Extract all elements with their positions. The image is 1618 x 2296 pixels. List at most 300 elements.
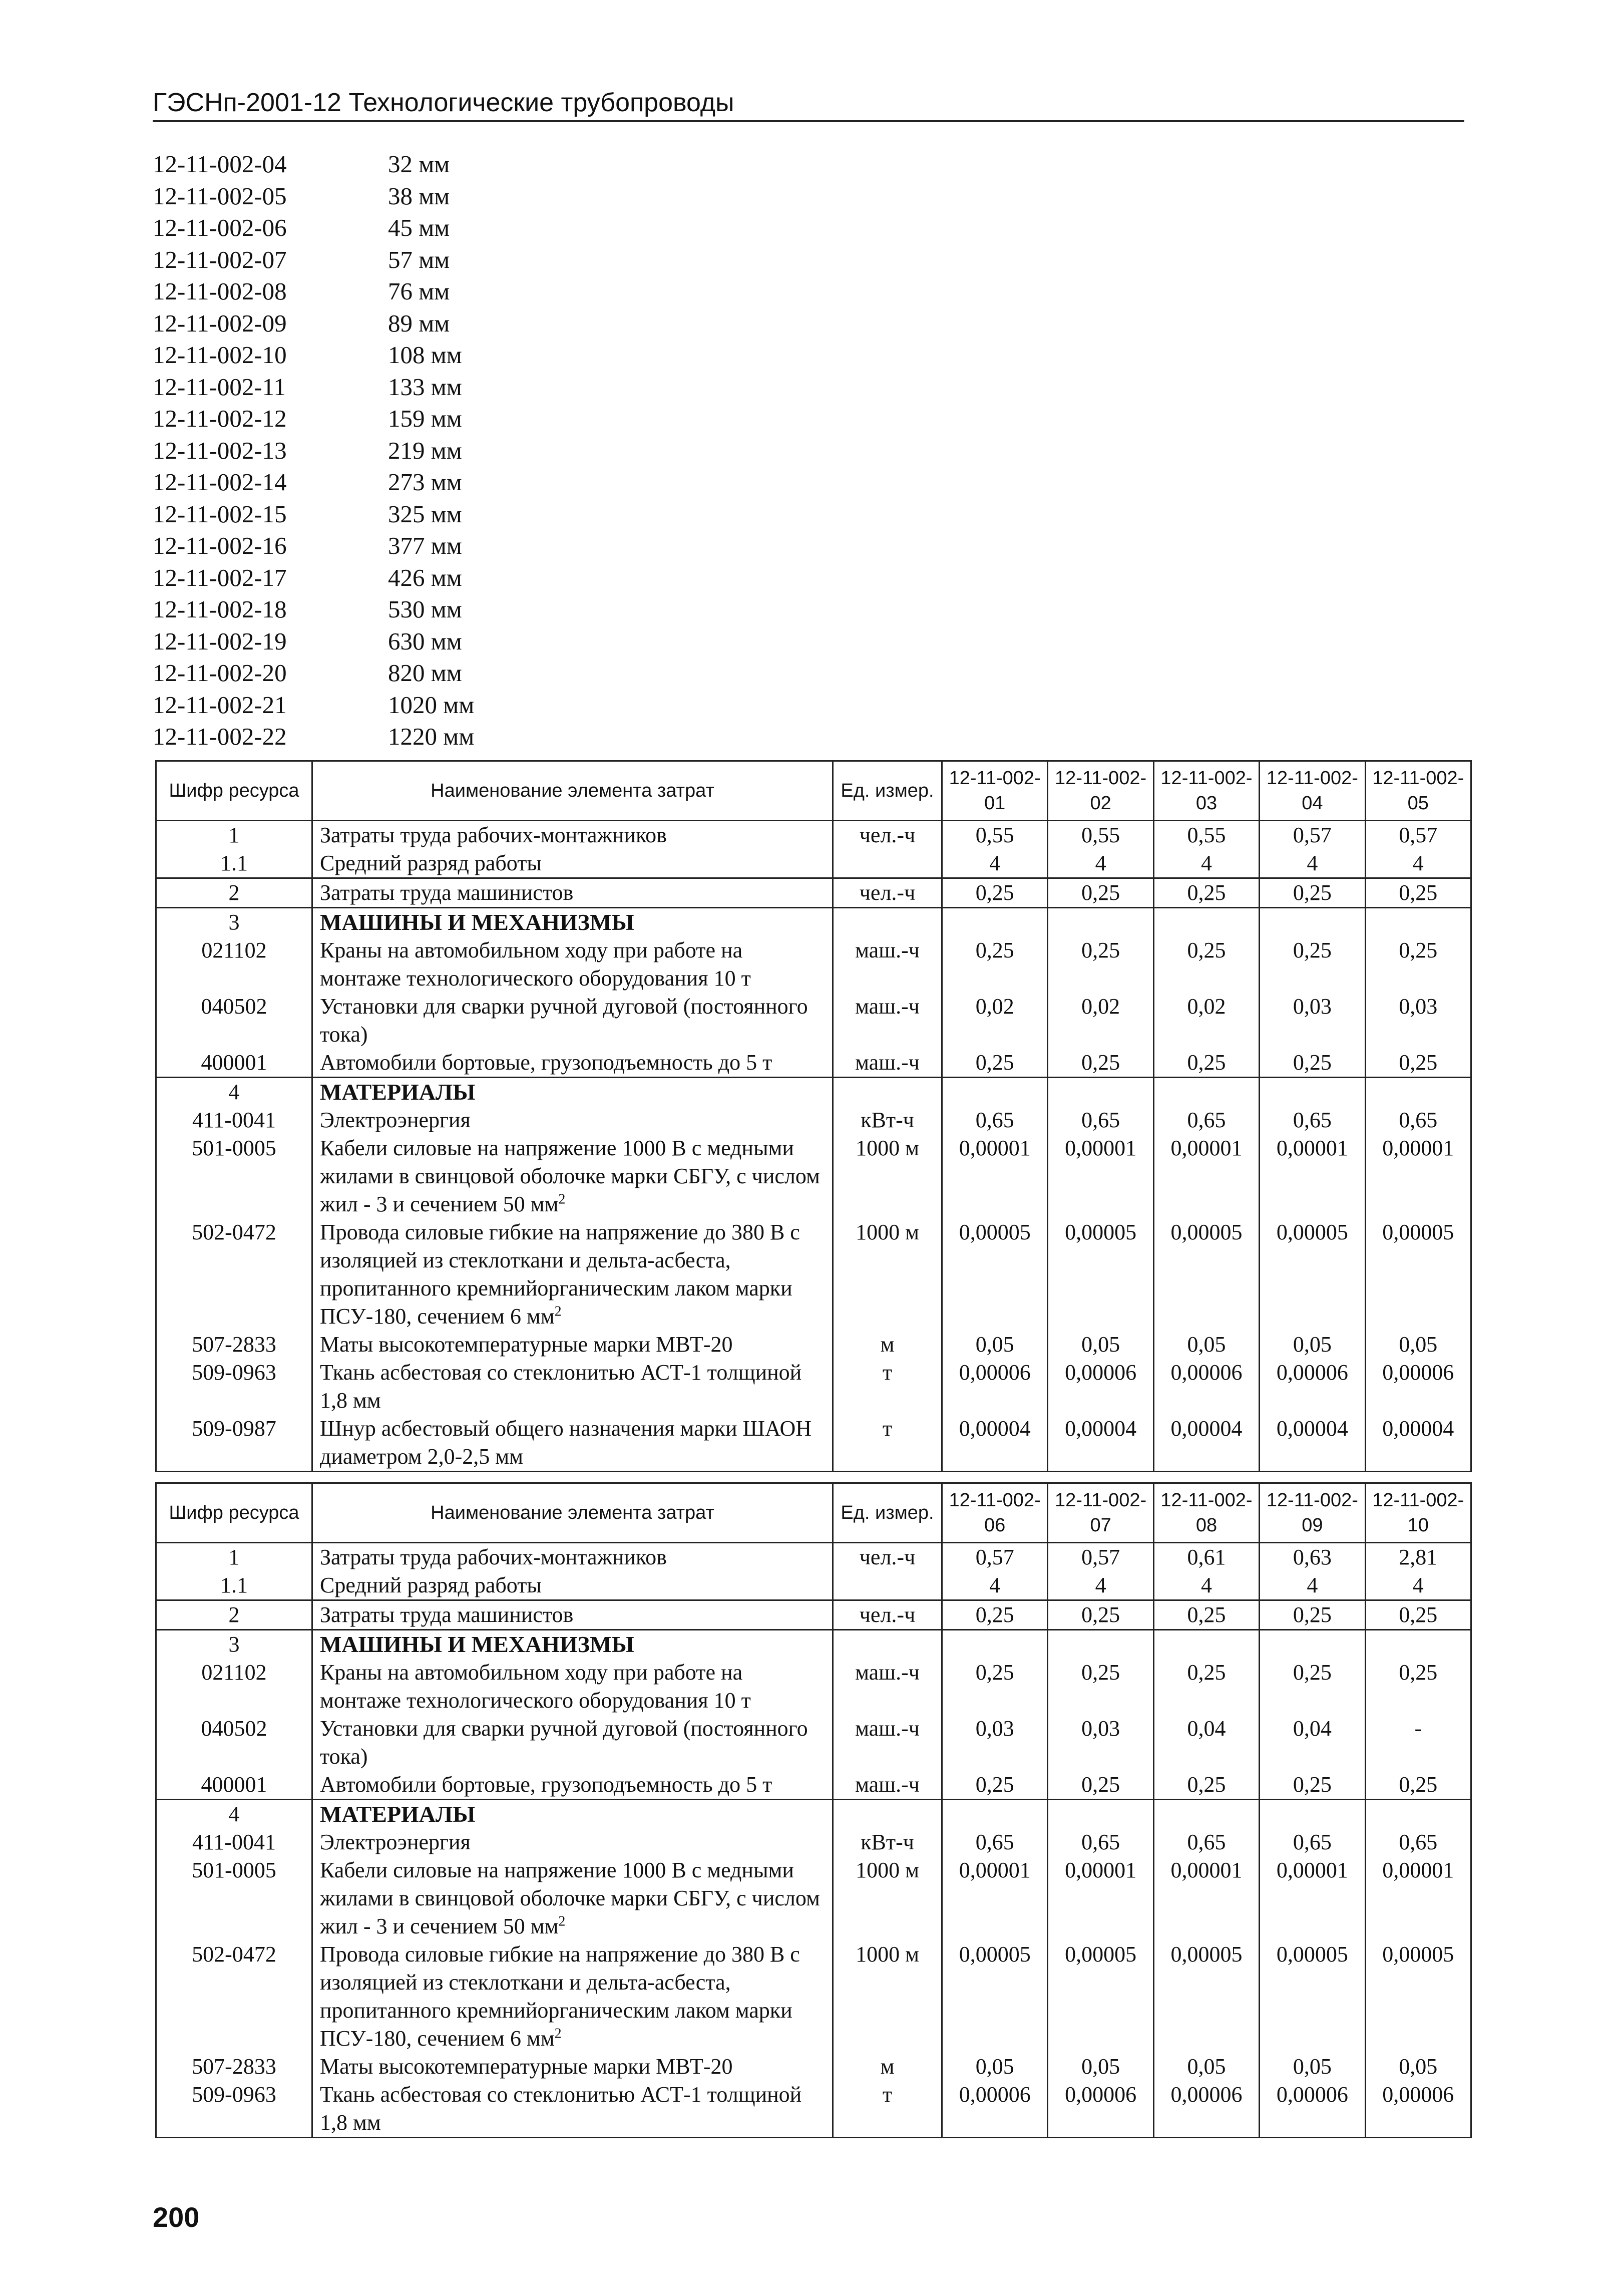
row-value: 0,03 <box>942 1715 1048 1771</box>
code-list-code: 12-11-002-06 <box>153 214 287 241</box>
table-row <box>156 878 1471 908</box>
code-list-code: 12-11-002-05 <box>153 182 287 210</box>
row-code: 509-0963 <box>156 2081 312 2138</box>
row-value: 0,25 <box>1153 1659 1259 1715</box>
row-value: 0,00006 <box>1365 1359 1471 1415</box>
row-value <box>1365 1630 1471 1659</box>
row-value: 0,25 <box>1365 1659 1471 1715</box>
row-name-text: Средний разряд работы <box>320 1573 542 1597</box>
row-unit <box>833 849 942 878</box>
row-name-text: Маты высокотемпературные марки МВТ-20 <box>320 1332 733 1357</box>
code-list-item <box>153 339 474 371</box>
table-row <box>156 1134 1471 1218</box>
row-name <box>312 821 833 850</box>
row-code: 2 <box>156 878 312 908</box>
row-value: 0,00005 <box>1153 1218 1259 1331</box>
row-value: 0,25 <box>1048 1659 1153 1715</box>
row-value: 0,25 <box>1260 1049 1365 1078</box>
row-value: 4 <box>1153 849 1259 878</box>
row-name <box>312 1571 833 1600</box>
row-value: 0,00001 <box>1048 1134 1153 1218</box>
row-value: 0,25 <box>942 936 1048 993</box>
code-list-code: 12-11-002-04 <box>153 150 287 178</box>
row-value: 0,00001 <box>1365 1856 1471 1940</box>
row-unit <box>833 1078 942 1107</box>
row-unit: маш.-ч <box>833 993 942 1049</box>
table-row <box>156 1630 1471 1659</box>
row-value: 0,65 <box>1048 1828 1153 1856</box>
code-list-size: 530 мм <box>388 595 462 623</box>
page-number: 200 <box>153 2201 200 2233</box>
code-list-item <box>153 562 474 594</box>
table-row <box>156 2053 1471 2081</box>
header-column-code: 12-11-002-10 <box>1365 1483 1471 1543</box>
row-value: 0,65 <box>1260 1106 1365 1134</box>
code-list-item <box>153 657 474 689</box>
row-value: 0,00001 <box>1153 1134 1259 1218</box>
header-column-code: 12-11-002-03 <box>1153 761 1259 821</box>
code-list-item <box>153 307 474 340</box>
row-value: 0,25 <box>942 1771 1048 1800</box>
row-value: 0,04 <box>1260 1715 1365 1771</box>
row-code: 1.1 <box>156 1571 312 1600</box>
row-name-text: Провода силовые гибкие на напряжение до 380 В с изоляцией из стеклоткани и дельта-асбеста, пропитанного кремнийорганическим лаком марки ПСУ-180, сечением 6 мм <box>320 1220 800 1329</box>
row-name-text: Краны на автомобильном ходу при работе на монтаже технологического оборудования 10 т <box>320 938 751 991</box>
row-value: 0,00006 <box>1153 1359 1259 1415</box>
code-list-item <box>153 593 474 625</box>
row-value: 0,25 <box>1365 878 1471 908</box>
header-column-code: 12-11-002-02 <box>1048 761 1153 821</box>
code-list-item <box>153 180 474 212</box>
row-value <box>1048 1078 1153 1107</box>
row-unit: кВт-ч <box>833 1106 942 1134</box>
code-list-code: 12-11-002-19 <box>153 627 287 655</box>
row-code: 4 <box>156 1078 312 1107</box>
row-value: - <box>1365 1715 1471 1771</box>
code-list-size: 32 мм <box>388 150 450 178</box>
row-value: 0,04 <box>1153 1715 1259 1771</box>
table-row <box>156 1543 1471 1572</box>
row-value <box>1260 908 1365 937</box>
row-value: 0,00001 <box>1260 1134 1365 1218</box>
row-value: 0,57 <box>942 1543 1048 1572</box>
row-unit: т <box>833 1359 942 1415</box>
row-value: 0,00005 <box>1048 1218 1153 1331</box>
row-value <box>1048 908 1153 937</box>
header-column-code: 12-11-002-05 <box>1365 761 1471 821</box>
code-list-size: 108 мм <box>388 341 462 369</box>
row-value <box>1260 1800 1365 1829</box>
row-code: 507-2833 <box>156 2053 312 2081</box>
table-header-row <box>156 761 1471 821</box>
row-code: 2 <box>156 1600 312 1630</box>
row-value: 0,25 <box>1365 1600 1471 1630</box>
row-value: 0,25 <box>1153 936 1259 993</box>
row-name <box>312 1659 833 1715</box>
row-value: 4 <box>1153 1571 1259 1600</box>
row-name-text: Автомобили бортовые, грузоподъемность до 5 т <box>320 1772 772 1797</box>
row-name <box>312 1359 833 1415</box>
row-value: 0,00005 <box>1365 1218 1471 1331</box>
row-value: 0,55 <box>942 821 1048 850</box>
row-value <box>1153 1630 1259 1659</box>
code-list-item <box>153 435 474 467</box>
row-value: 0,55 <box>1153 821 1259 850</box>
row-value: 0,00006 <box>1260 2081 1365 2138</box>
row-value <box>942 908 1048 937</box>
row-value: 0,00005 <box>942 1218 1048 1331</box>
row-name-text: Средний разряд работы <box>320 851 542 875</box>
code-list-item <box>153 148 474 180</box>
row-value: 0,00001 <box>1260 1856 1365 1940</box>
row-name-text: Электроэнергия <box>320 1108 471 1132</box>
row-name-text: Установки для сварки ручной дуговой (постоянного тока) <box>320 1716 808 1769</box>
row-value: 4 <box>1260 849 1365 878</box>
code-list-size: 159 мм <box>388 405 462 432</box>
code-list-item <box>153 498 474 530</box>
table-row <box>156 1049 1471 1078</box>
row-value: 0,03 <box>1048 1715 1153 1771</box>
table-header-row <box>156 1483 1471 1543</box>
row-value <box>942 1078 1048 1107</box>
row-value: 0,65 <box>1365 1106 1471 1134</box>
row-value: 0,25 <box>1260 1771 1365 1800</box>
row-name <box>312 1600 833 1630</box>
table-row <box>156 993 1471 1049</box>
row-value: 0,00006 <box>942 2081 1048 2138</box>
header-name: Наименование элемента затрат <box>312 1483 833 1543</box>
row-value: 0,02 <box>1048 993 1153 1049</box>
row-code: 1.1 <box>156 849 312 878</box>
code-list-item <box>153 466 474 498</box>
row-value: 0,63 <box>1260 1543 1365 1572</box>
row-code: 411-0041 <box>156 1828 312 1856</box>
row-name <box>312 936 833 993</box>
table-row <box>156 1659 1471 1715</box>
table-row <box>156 1359 1471 1415</box>
row-value: 0,00005 <box>1260 1940 1365 2053</box>
section-title <box>312 1800 833 1829</box>
row-value: 0,05 <box>1365 1331 1471 1359</box>
row-value: 0,65 <box>1153 1828 1259 1856</box>
row-name <box>312 1049 833 1078</box>
row-unit <box>833 1571 942 1600</box>
resource-table-1 <box>155 760 1472 1472</box>
code-list-code: 12-11-002-08 <box>153 277 287 305</box>
row-value: 0,25 <box>1365 936 1471 993</box>
row-value: 0,65 <box>942 1106 1048 1134</box>
row-value: 0,05 <box>1048 2053 1153 2081</box>
row-value: 0,25 <box>1048 936 1153 993</box>
row-code: 021102 <box>156 936 312 993</box>
row-value: 0,65 <box>1153 1106 1259 1134</box>
code-list-item <box>153 689 474 721</box>
row-value: 4 <box>942 849 1048 878</box>
row-value <box>942 1630 1048 1659</box>
row-value <box>1153 1078 1259 1107</box>
header-unit: Ед. измер. <box>833 761 942 821</box>
code-list-size: 57 мм <box>388 245 450 273</box>
row-value: 4 <box>942 1571 1048 1600</box>
code-list-code: 12-11-002-21 <box>153 691 287 719</box>
row-unit: чел.-ч <box>833 821 942 850</box>
row-name-text: МАТЕРИАЛЫ <box>320 1801 476 1827</box>
row-value <box>942 1800 1048 1829</box>
row-name <box>312 2081 833 2138</box>
row-value: 0,57 <box>1048 1543 1153 1572</box>
row-unit: чел.-ч <box>833 1543 942 1572</box>
code-list-code: 12-11-002-15 <box>153 500 287 528</box>
row-value: 0,02 <box>1153 993 1259 1049</box>
code-list-code: 12-11-002-12 <box>153 405 287 432</box>
row-code: 502-0472 <box>156 1940 312 2053</box>
table-row <box>156 1571 1471 1600</box>
code-list-size: 38 мм <box>388 182 450 210</box>
row-value: 0,05 <box>942 1331 1048 1359</box>
row-value: 0,25 <box>1048 1600 1153 1630</box>
row-unit: 1000 м <box>833 1134 942 1218</box>
row-code: 509-0987 <box>156 1415 312 1472</box>
code-list-item <box>153 212 474 244</box>
row-name-text: Кабели силовые на напряжение 1000 В с медными жилами в свинцовой оболочке марки СБГУ, с числом жил - 3 и сечением 50 мм <box>320 1136 820 1216</box>
table-row <box>156 1331 1471 1359</box>
row-value <box>1365 1078 1471 1107</box>
row-value: 4 <box>1260 1571 1365 1600</box>
row-name <box>312 1106 833 1134</box>
code-list-code: 12-11-002-18 <box>153 595 287 623</box>
row-code: 021102 <box>156 1659 312 1715</box>
row-value <box>1260 1078 1365 1107</box>
header-column-code: 12-11-002-01 <box>942 761 1048 821</box>
code-list-code: 12-11-002-11 <box>153 373 286 401</box>
row-name-superscript: 2 <box>554 1303 562 1320</box>
row-name <box>312 878 833 908</box>
row-value: 0,00006 <box>1048 2081 1153 2138</box>
page-header-title: ГЭСНп-2001-12 Технологические трубопроводы <box>153 88 734 117</box>
code-list-item <box>153 721 474 753</box>
code-list-size: 325 мм <box>388 500 462 528</box>
row-unit: т <box>833 1415 942 1472</box>
row-name-text: МАТЕРИАЛЫ <box>320 1079 476 1105</box>
row-value: 0,00006 <box>1048 1359 1153 1415</box>
code-list-item <box>153 244 474 276</box>
row-value: 0,25 <box>1260 1659 1365 1715</box>
header-column-code: 12-11-002-09 <box>1260 1483 1365 1543</box>
row-name <box>312 1415 833 1472</box>
row-value: 0,00005 <box>1153 1940 1259 2053</box>
row-name <box>312 1715 833 1771</box>
table-row <box>156 1106 1471 1134</box>
table-row <box>156 849 1471 878</box>
table-row <box>156 1078 1471 1107</box>
row-value <box>1048 1800 1153 1829</box>
row-value: 0,57 <box>1260 821 1365 850</box>
row-value: 0,00004 <box>1260 1415 1365 1472</box>
page-header <box>153 85 1464 122</box>
row-value: 0,25 <box>1153 1600 1259 1630</box>
header-column-code: 12-11-002-06 <box>942 1483 1048 1543</box>
row-value: 0,25 <box>1048 878 1153 908</box>
row-value: 0,25 <box>1365 1771 1471 1800</box>
header-code: Шифр ресурса <box>156 1483 312 1543</box>
row-unit: маш.-ч <box>833 1049 942 1078</box>
row-value: 0,00004 <box>942 1415 1048 1472</box>
row-name-text: Ткань асбестовая со стеклонитью АСТ-1 толщиной 1,8 мм <box>320 1360 802 1413</box>
row-value: 0,00006 <box>1365 2081 1471 2138</box>
header-column-code: 12-11-002-04 <box>1260 761 1365 821</box>
table-row <box>156 908 1471 937</box>
row-name-superscript: 2 <box>558 1191 566 1207</box>
code-list-item <box>153 625 474 658</box>
row-code: 502-0472 <box>156 1218 312 1331</box>
row-name <box>312 1940 833 2053</box>
code-list-size: 820 мм <box>388 659 462 687</box>
row-value: 0,05 <box>942 2053 1048 2081</box>
table-row <box>156 1940 1471 2053</box>
row-code: 509-0963 <box>156 1359 312 1415</box>
row-value: 0,25 <box>1153 878 1259 908</box>
row-value: 4 <box>1048 849 1153 878</box>
row-value <box>1365 908 1471 937</box>
code-list-code: 12-11-002-09 <box>153 309 287 337</box>
table-row <box>156 1856 1471 1940</box>
row-value: 0,25 <box>942 1600 1048 1630</box>
table-row <box>156 2081 1471 2138</box>
row-unit <box>833 908 942 937</box>
row-name-text: Ткань асбестовая со стеклонитью АСТ-1 толщиной 1,8 мм <box>320 2082 802 2135</box>
table-row <box>156 821 1471 850</box>
code-list-item <box>153 275 474 307</box>
row-value: 0,57 <box>1365 821 1471 850</box>
table-row <box>156 1218 1471 1331</box>
row-unit: м <box>833 2053 942 2081</box>
row-value: 0,05 <box>1365 2053 1471 2081</box>
row-name-text: Кабели силовые на напряжение 1000 В с медными жилами в свинцовой оболочке марки СБГУ, с числом жил - 3 и сечением 50 мм <box>320 1858 820 1938</box>
row-code: 507-2833 <box>156 1331 312 1359</box>
row-value <box>1048 1630 1153 1659</box>
code-list-size: 377 мм <box>388 532 462 559</box>
table-row <box>156 1715 1471 1771</box>
row-unit: 1000 м <box>833 1940 942 2053</box>
row-unit: чел.-ч <box>833 878 942 908</box>
row-value: 0,00001 <box>942 1134 1048 1218</box>
row-value: 0,00001 <box>942 1856 1048 1940</box>
row-value: 4 <box>1048 1571 1153 1600</box>
row-value: 0,25 <box>942 878 1048 908</box>
row-value: 0,05 <box>1153 2053 1259 2081</box>
row-value: 0,00001 <box>1365 1134 1471 1218</box>
table-row <box>156 1828 1471 1856</box>
row-value: 2,81 <box>1365 1543 1471 1572</box>
row-name <box>312 1828 833 1856</box>
row-name <box>312 993 833 1049</box>
row-unit <box>833 1800 942 1829</box>
row-code: 411-0041 <box>156 1106 312 1134</box>
row-value: 0,61 <box>1153 1543 1259 1572</box>
code-list-size: 89 мм <box>388 309 450 337</box>
code-list-code: 12-11-002-13 <box>153 436 287 464</box>
row-value <box>1153 908 1259 937</box>
row-value: 0,25 <box>1365 1049 1471 1078</box>
row-code: 501-0005 <box>156 1134 312 1218</box>
row-code: 4 <box>156 1800 312 1829</box>
row-code: 040502 <box>156 993 312 1049</box>
row-value: 0,00001 <box>1153 1856 1259 1940</box>
row-value: 0,25 <box>1048 1771 1153 1800</box>
row-unit: кВт-ч <box>833 1828 942 1856</box>
row-name-text: Установки для сварки ручной дуговой (постоянного тока) <box>320 994 808 1047</box>
row-name <box>312 1771 833 1800</box>
row-name-text: Автомобили бортовые, грузоподъемность до 5 т <box>320 1050 772 1075</box>
row-value: 0,00004 <box>1048 1415 1153 1472</box>
row-value: 0,25 <box>1048 1049 1153 1078</box>
row-unit: 1000 м <box>833 1218 942 1331</box>
row-unit: маш.-ч <box>833 1715 942 1771</box>
code-list-size: 1020 мм <box>388 691 475 719</box>
code-list-size: 219 мм <box>388 436 462 464</box>
row-name-text: Электроэнергия <box>320 1830 471 1854</box>
code-list-code: 12-11-002-10 <box>153 341 287 369</box>
row-value: 0,00004 <box>1365 1415 1471 1472</box>
code-list-code: 12-11-002-16 <box>153 532 287 559</box>
row-value: 0,65 <box>942 1828 1048 1856</box>
row-name <box>312 1543 833 1572</box>
code-size-list <box>153 148 474 753</box>
row-value: 4 <box>1365 849 1471 878</box>
row-name-superscript: 2 <box>554 2026 562 2042</box>
row-value: 0,25 <box>1260 1600 1365 1630</box>
row-name-text: Затраты труда машинистов <box>320 880 574 905</box>
row-value: 0,25 <box>1153 1049 1259 1078</box>
row-value: 0,05 <box>1048 1331 1153 1359</box>
section-title <box>312 1078 833 1107</box>
row-name <box>312 1856 833 1940</box>
resource-table-2 <box>155 1482 1472 2138</box>
row-unit: маш.-ч <box>833 936 942 993</box>
table-row <box>156 936 1471 993</box>
row-name-text: Затраты труда рабочих-монтажников <box>320 823 667 847</box>
code-list-code: 12-11-002-20 <box>153 659 287 687</box>
row-name <box>312 849 833 878</box>
row-code: 400001 <box>156 1771 312 1800</box>
table-row <box>156 1600 1471 1630</box>
code-list-size: 1220 мм <box>388 723 475 750</box>
row-name-text: Шнур асбестовый общего назначения марки ШАОН диаметром 2,0-2,5 мм <box>320 1416 812 1469</box>
code-list-size: 630 мм <box>388 627 462 655</box>
row-unit: 1000 м <box>833 1856 942 1940</box>
row-unit: маш.-ч <box>833 1659 942 1715</box>
header-column-code: 12-11-002-08 <box>1153 1483 1259 1543</box>
row-value: 0,00005 <box>1260 1218 1365 1331</box>
row-code: 400001 <box>156 1049 312 1078</box>
row-code: 3 <box>156 908 312 937</box>
row-unit: маш.-ч <box>833 1771 942 1800</box>
row-code: 3 <box>156 1630 312 1659</box>
row-unit: т <box>833 2081 942 2138</box>
header-name: Наименование элемента затрат <box>312 761 833 821</box>
row-value: 0,05 <box>1153 1331 1259 1359</box>
row-value: 0,25 <box>1153 1771 1259 1800</box>
code-list-item <box>153 530 474 562</box>
row-value: 0,02 <box>942 993 1048 1049</box>
code-list-size: 76 мм <box>388 277 450 305</box>
row-code: 501-0005 <box>156 1856 312 1940</box>
row-name-text: Затраты труда машинистов <box>320 1602 574 1627</box>
row-value: 0,25 <box>1260 936 1365 993</box>
table-row <box>156 1415 1471 1472</box>
code-list-code: 12-11-002-17 <box>153 563 287 591</box>
row-name <box>312 1331 833 1359</box>
